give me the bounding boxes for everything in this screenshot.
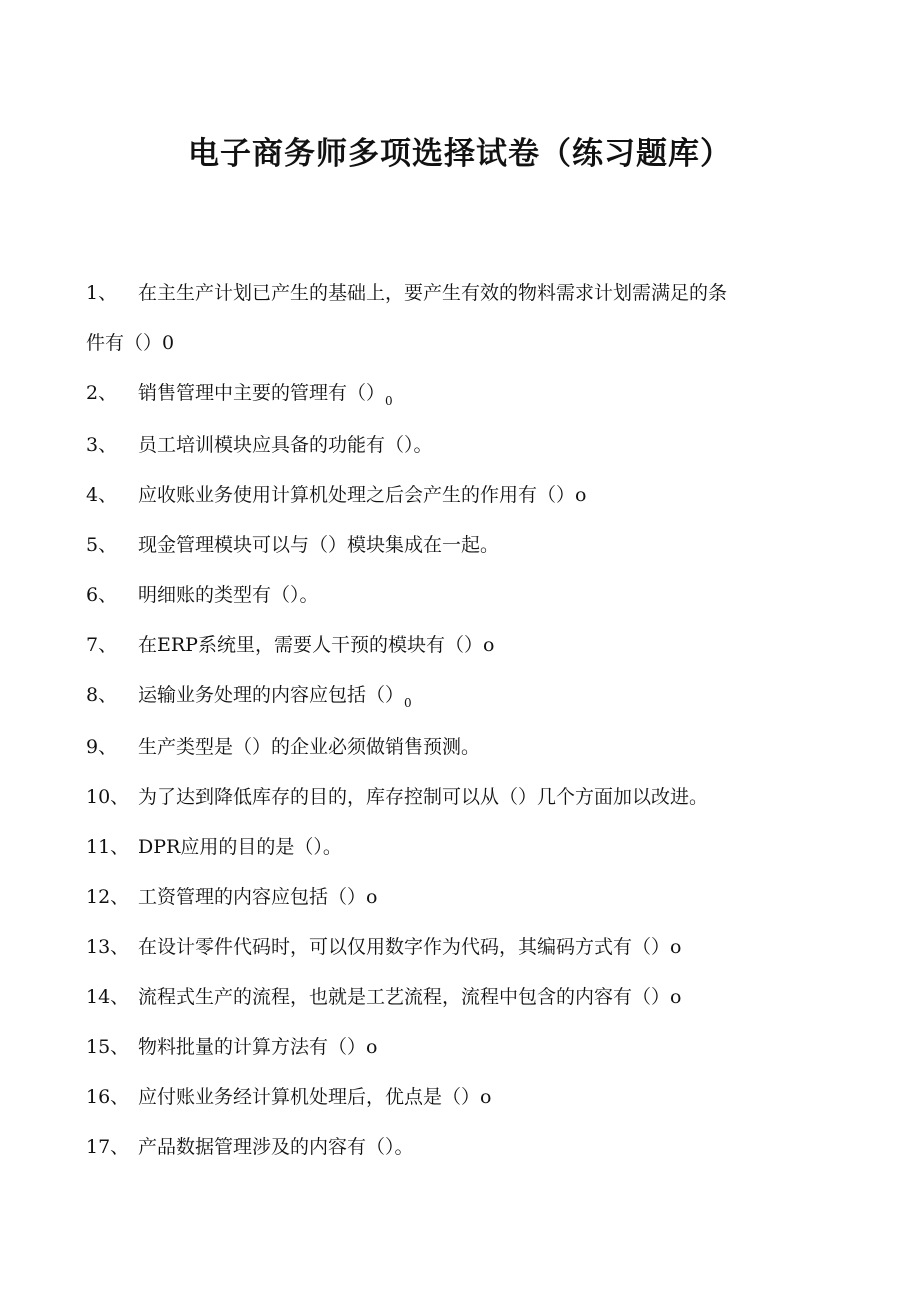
question-number: 4、: [86, 484, 118, 506]
question-trailing-mark: 0: [385, 394, 393, 408]
question-item: [86, 1022, 826, 1072]
question-number: 7、: [86, 634, 118, 656]
question-text: 明细账的类型有（）。: [138, 584, 319, 606]
question-item: [86, 520, 826, 570]
question-number: 13、: [86, 936, 130, 958]
question-text: 物料批量的计算方法有（）o: [138, 1036, 378, 1058]
page-title: 电子商务师多项选择试卷（练习题库）: [188, 136, 732, 172]
question-text: 在ERP系统里，需要人干预的模块有（）o: [138, 634, 495, 656]
question-text: 工资管理的内容应包括（）o: [138, 886, 378, 908]
question-text: 流程式生产的流程，也就是工艺流程，流程中包含的内容有（）o: [138, 986, 682, 1008]
question-item: [86, 420, 826, 470]
question-text: 现金管理模块可以与（）模块集成在一起。: [138, 534, 500, 556]
question-trailing-mark: 0: [404, 696, 412, 710]
question-item: [86, 368, 826, 420]
question-item: [86, 872, 826, 922]
question-text: 在主生产计划已产生的基础上，要产生有效的物料需求计划需满足的条 件有（）0: [86, 268, 826, 368]
question-text: 应付账业务经计算机处理后，优点是（）o: [138, 1086, 492, 1108]
question-text: 在设计零件代码时，可以仅用数字作为代码，其编码方式有（）o: [138, 936, 682, 958]
question-item: [86, 1122, 826, 1172]
question-text: 员工培训模块应具备的功能有（）。: [138, 434, 433, 456]
question-text: 运输业务处理的内容应包括$()_0$: [138, 684, 412, 710]
question-text: 销售管理中主要的管理有$()_0$: [138, 382, 393, 408]
question-text: DPR应用的目的是（）。: [138, 836, 342, 858]
question-item: [86, 822, 826, 872]
question-item: [86, 620, 826, 670]
question-number: 16、: [86, 1086, 130, 1108]
question-item: [86, 972, 826, 1022]
question-number: 5、: [86, 534, 118, 556]
question-item: [86, 670, 826, 722]
question-item: [86, 772, 826, 822]
question-text-continuation: 件有（）0: [86, 332, 175, 354]
question-number: 14、: [86, 986, 130, 1008]
question-number: 17、: [86, 1136, 130, 1158]
question-text: 产品数据管理涉及的内容有（）。: [138, 1136, 414, 1158]
question-text: 生产类型是（）的企业必须做销售预测。: [138, 736, 481, 758]
question-number: 11、: [86, 836, 130, 858]
question-item: [86, 1072, 826, 1122]
question-item: [86, 570, 826, 620]
question-number: 2、: [86, 382, 118, 404]
question-number: 6、: [86, 584, 118, 606]
question-number: 9、: [86, 736, 118, 758]
question-text: 为了达到降低库存的目的，库存控制可以从（）几个方面加以改进。: [138, 786, 709, 808]
question-number: 1、: [86, 282, 118, 304]
question-text: 应收账业务使用计算机处理之后会产生的作用有（）o: [138, 484, 587, 506]
question-number: 10、: [86, 786, 130, 808]
question-item: [86, 922, 826, 972]
question-list: [86, 268, 826, 1172]
question-number: 15、: [86, 1036, 130, 1058]
question-number: 12、: [86, 886, 130, 908]
question-number: 3、: [86, 434, 118, 456]
question-item: [86, 722, 826, 772]
question-number: 8、: [86, 684, 118, 706]
question-item: [86, 470, 826, 520]
question-item: [86, 268, 826, 368]
